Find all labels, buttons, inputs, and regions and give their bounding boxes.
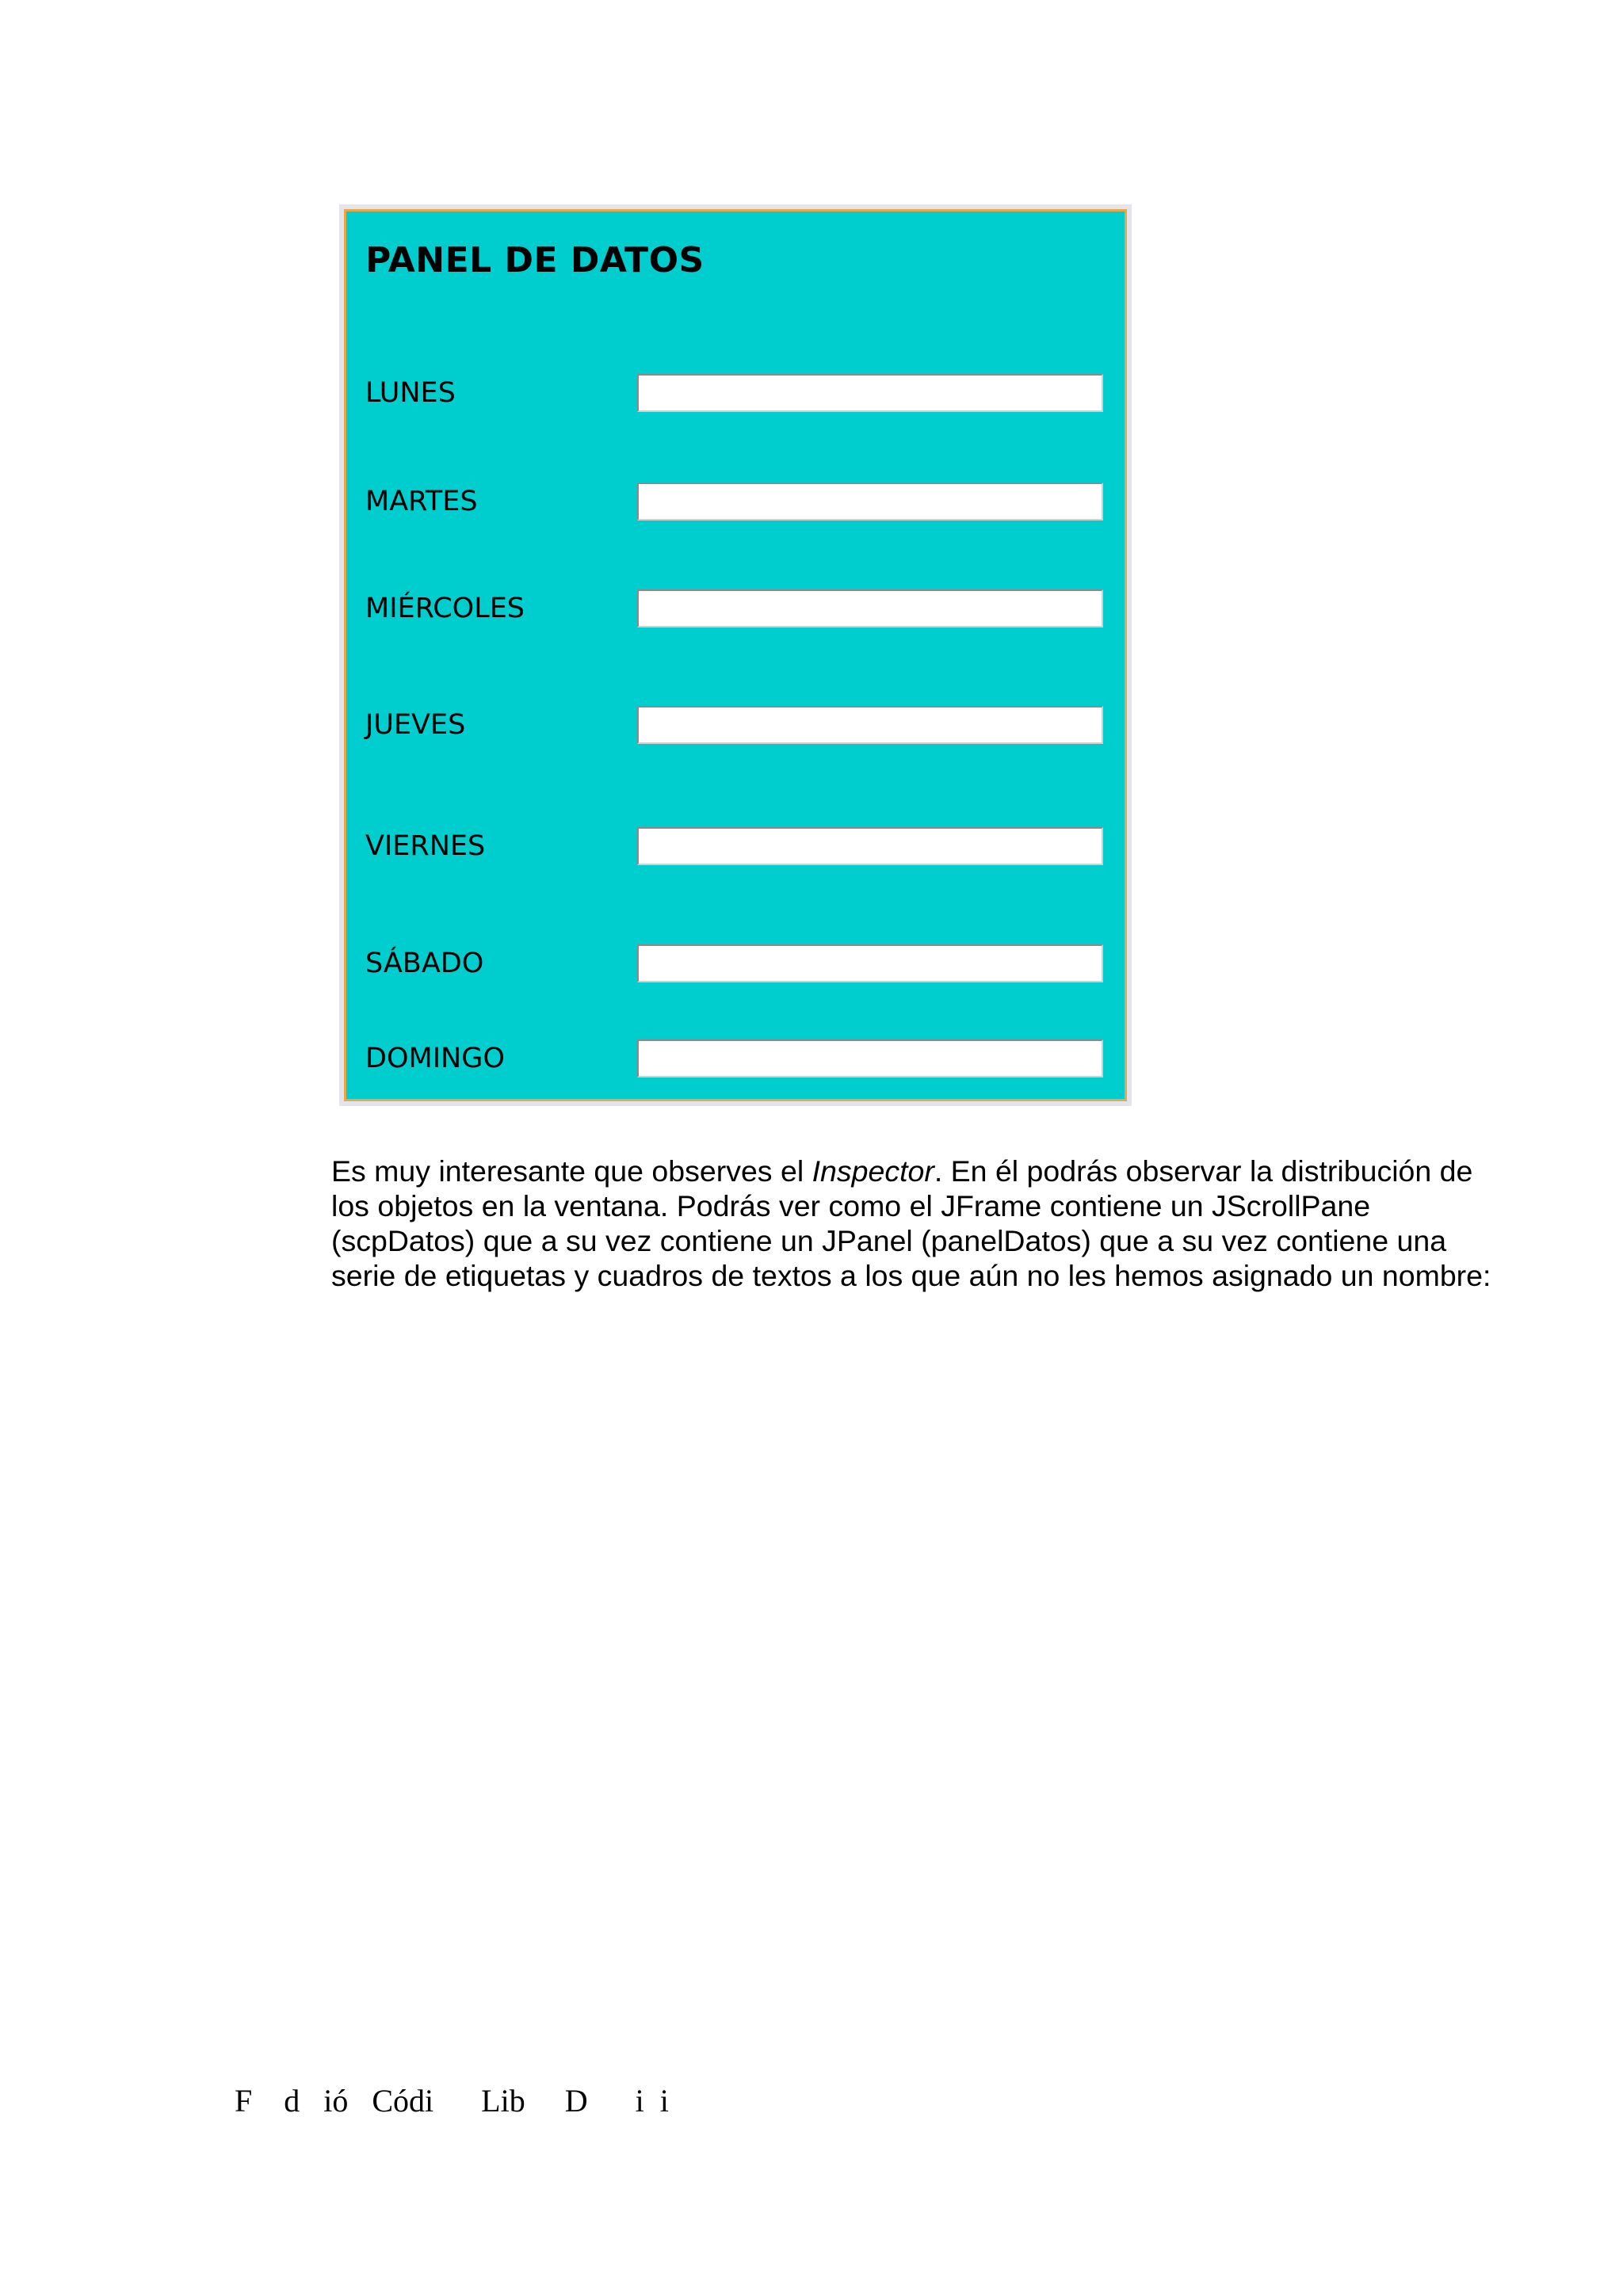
paragraph-emphasis: Inspector [812, 1154, 934, 1188]
paragraph-part2: . En él podrás observar la distribución de los objetos en la ventana. Podrás ver como el JFrame contiene un JScrollPane (scpDatos) que a su vez contiene un JPanel (panelDatos) que a su vez contiene una serie de etiquetas y cuadros de textos a los que aún no les hemos asignado un nombre: [331, 1154, 1491, 1292]
field-input-sabado[interactable] [637, 944, 1103, 982]
field-label-sabado: SÁBADO [365, 948, 484, 979]
field-row-domingo [346, 1039, 1125, 1077]
panel-datos [344, 209, 1127, 1101]
field-label-domingo: DOMINGO [365, 1043, 505, 1074]
panel-screenshot [339, 204, 1132, 1106]
field-row-jueves [346, 706, 1125, 744]
field-row-martes [346, 482, 1125, 521]
paragraph-part1: Es muy interesante que observes el [331, 1154, 812, 1188]
panel-title: PANEL DE DATOS [365, 240, 705, 280]
field-label-miercoles: MIÉRCOLES [365, 593, 525, 624]
field-input-jueves[interactable] [637, 706, 1103, 744]
field-label-viernes: VIERNES [365, 830, 486, 862]
page-footer: F d ió Códi Lib D i i [235, 2083, 669, 2119]
field-row-lunes [346, 374, 1125, 412]
body-paragraph [331, 1154, 1496, 1293]
field-row-miercoles [346, 589, 1125, 627]
field-input-viernes[interactable] [637, 827, 1103, 865]
field-row-sabado [346, 944, 1125, 982]
field-input-domingo[interactable] [637, 1039, 1103, 1077]
field-input-martes[interactable] [637, 482, 1103, 521]
field-row-viernes [346, 827, 1125, 865]
field-label-lunes: LUNES [365, 377, 456, 409]
field-input-lunes[interactable] [637, 374, 1103, 412]
field-input-miercoles[interactable] [637, 589, 1103, 627]
field-label-jueves: JUEVES [365, 709, 466, 741]
field-label-martes: MARTES [365, 486, 478, 517]
